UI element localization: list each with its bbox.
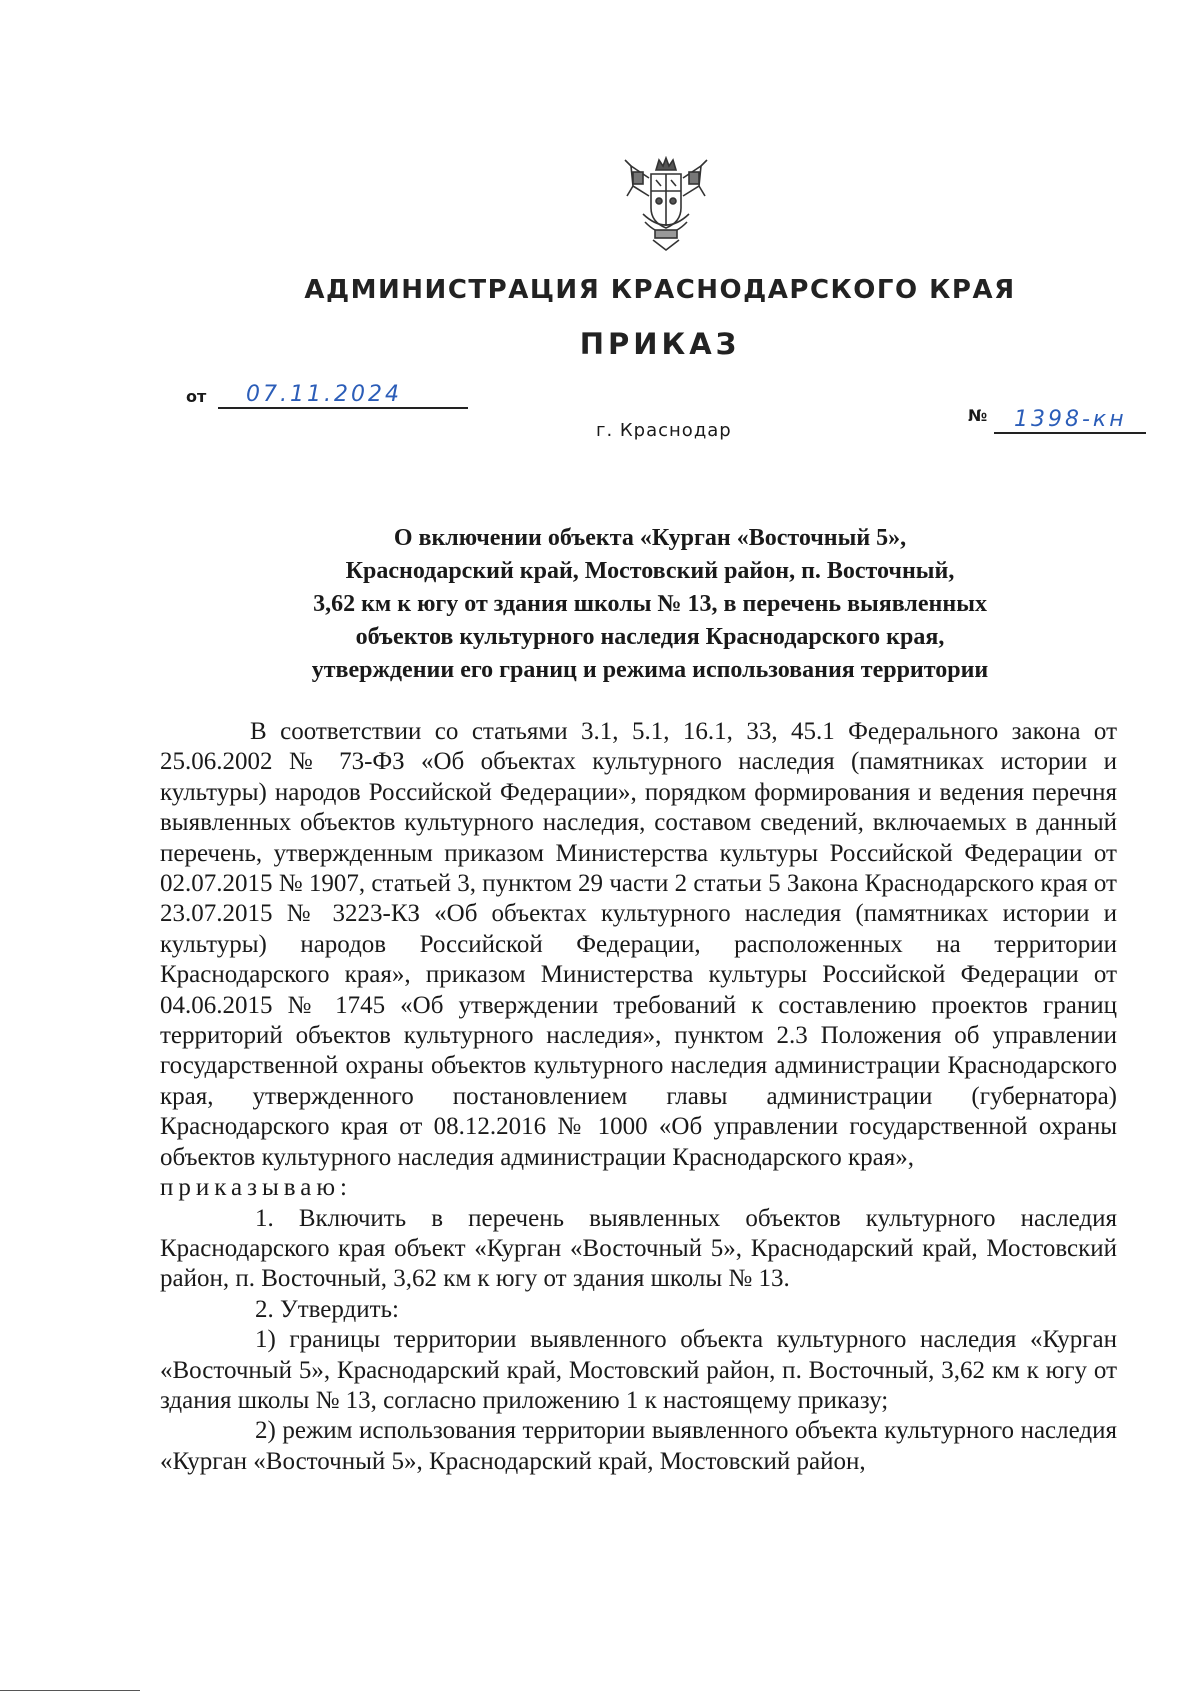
krasnodar-coat-of-arms-icon [623,156,709,252]
number-field [994,404,1146,434]
subject-line: О включении объекта «Курган «Восточный 5», [393,525,907,551]
number-label: № [968,406,988,425]
subject-line: 3,62 км к югу от здания школы № 13, в перечень выявленных [313,591,987,617]
document-type-title: ПРИКАЗ [579,327,741,361]
preamble-paragraph: В соответствии со статьями 3.1, 5.1, 16.1, 33, 45.1 Федерального закона от 25.06.2002 № 73-ФЗ «Об объектах культурного наследия (памятниках истории и культуры) народов Российской Федерации», порядком формирования и ведения перечня выявленных объектов культурного наследия, составом сведений, включаемых в данный перечень, утвержденным приказом Министерства культуры Российской Федерации от 02.07.2015 № 1907, статьей 3, пунктом 29 части 2 статьи 5 Закона Краснодарского края от 23.07.2015 № 3223-КЗ «Об объектах культурного наследия (памятниках истории и культуры) народов Российской Федерации, расположенных на территории Краснодарского края», приказом Министерства культуры Российской Федерации от 04.06.2015 № 1745 «Об утверждении требований к составлению проектов границ территорий объектов культурного наследия», пунктом 2.3 Положения об управлении государственной охраны объектов культурного наследия администрации Краснодарского края, утвержденного постановлением главы администрации (губернатора) Краснодарского края от 08.12.2016 № 1000 «Об управлении государственной охраны объектов культурного наследия администрации Краснодарского края», [160,718,1117,1171]
number-value: 1398-кн [1014,407,1127,432]
order-word-paragraph [160,1173,1117,1203]
subject-line: объектов культурного наследия Краснодарского края, [355,624,945,650]
date-label: от [186,387,207,406]
city-label: г. Краснодар [596,420,732,441]
date-field [218,381,468,409]
subject-line: утверждении его границ и режима использования территории [311,657,989,683]
date-value: 07.11.2024 [246,382,402,407]
order-body [160,717,1117,1477]
order-subject [230,522,1070,687]
organization-title: АДМИНИСТРАЦИЯ КРАСНОДАРСКОГО КРАЯ [304,275,1016,305]
page-edge-rule [0,1690,140,1691]
item-1-paragraph: 1. Включить в перечень выявленных объектов культурного наследия Краснодарского края объект «Курган «Восточный 5», Краснодарский край, Мостовский район, п. Восточный, 3,62 км к югу от здания школы № 13. [160,1204,1117,1293]
item-2-2-paragraph: 2) режим использования территории выявленного объекта культурного наследия «Курган «Восточный 5», Краснодарский край, Мостовский район, [160,1417,1117,1475]
item-2-1-paragraph: 1) границы территории выявленного объекта культурного наследия «Курган «Восточный 5», Краснодарский край, Мостовский район, п. Восточный, 3,62 км к югу от здания школы № 13, согласно приложению 1 к настоящему приказу; [160,1326,1117,1414]
order-word: приказываю: [160,1174,352,1202]
item-2-paragraph: 2. Утвердить: [255,1295,399,1323]
subject-line: Краснодарский край, Мостовский район, п. Восточный, [345,558,955,584]
